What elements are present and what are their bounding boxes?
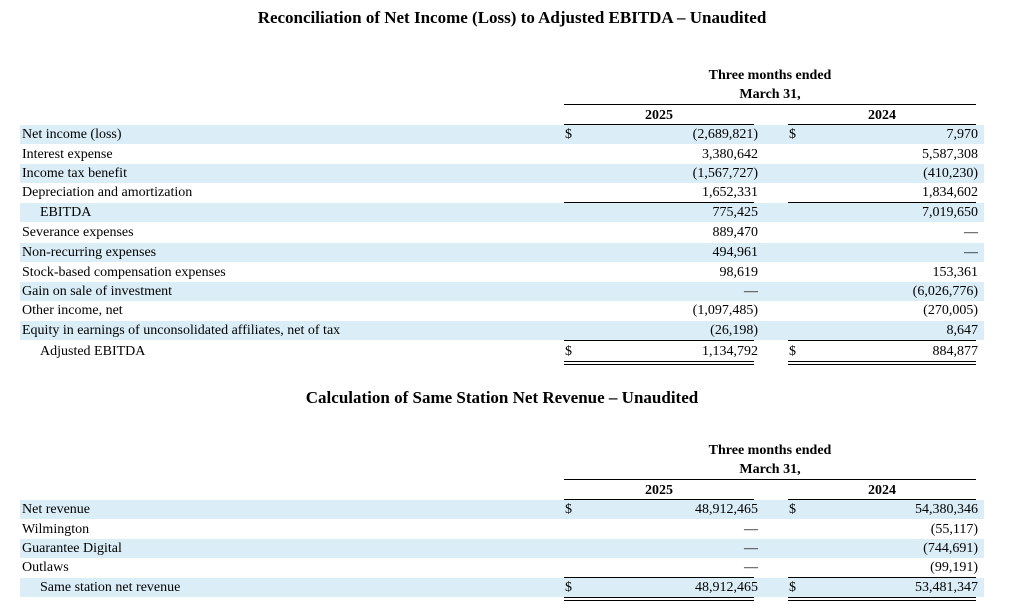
dollar-sign: $ bbox=[565, 580, 572, 595]
table-row bbox=[20, 342, 984, 361]
table1-title: Reconciliation of Net Income (Loss) to Adjusted EBITDA – Unaudited bbox=[257, 8, 767, 27]
value-2025: — bbox=[744, 560, 758, 575]
value-2024: 5,587,308 bbox=[922, 147, 978, 162]
value-2024: (99,191) bbox=[930, 560, 978, 575]
table2-title: Calculation of Same Station Net Revenue – Unaudited bbox=[305, 388, 699, 407]
row-label: Wilmington bbox=[22, 522, 90, 537]
table1-period-line1: Three months ended bbox=[708, 68, 832, 83]
value-2025: 48,912,465 bbox=[695, 502, 758, 517]
value-2024: 53,481,347 bbox=[915, 580, 978, 595]
row-label: Adjusted EBITDA bbox=[40, 344, 146, 359]
dollar-sign: $ bbox=[565, 502, 572, 517]
row-label: Net revenue bbox=[22, 502, 91, 517]
value-2025: (1,097,485) bbox=[692, 303, 758, 318]
table-row bbox=[20, 145, 984, 164]
table2-period-line2: March 31, bbox=[739, 462, 801, 477]
value-2024: 7,970 bbox=[946, 127, 978, 142]
row-label: Severance expenses bbox=[22, 225, 134, 240]
double-underline bbox=[788, 361, 976, 365]
value-2025: — bbox=[744, 522, 758, 537]
table-row bbox=[20, 539, 984, 558]
table-row bbox=[20, 558, 984, 577]
value-2025: — bbox=[744, 284, 758, 299]
row-label: Net income (loss) bbox=[22, 127, 122, 142]
value-2024: — bbox=[964, 245, 978, 260]
row-label: Other income, net bbox=[22, 303, 123, 318]
row-label: EBITDA bbox=[40, 205, 92, 220]
total-rule bbox=[788, 340, 976, 341]
value-2025: — bbox=[744, 541, 758, 556]
table-row bbox=[20, 243, 984, 262]
table1-col-2024: 2024 bbox=[868, 108, 896, 123]
double-underline bbox=[788, 597, 976, 601]
row-label: Gain on sale of investment bbox=[22, 284, 173, 299]
value-2025: 889,470 bbox=[712, 225, 758, 240]
double-underline bbox=[564, 361, 754, 365]
dollar-sign: $ bbox=[789, 580, 796, 595]
table2-col-2025: 2025 bbox=[645, 483, 673, 498]
table-row bbox=[20, 125, 984, 144]
value-2025: 98,619 bbox=[719, 265, 758, 280]
row-label: Non-recurring expenses bbox=[22, 245, 157, 260]
value-2024: (270,005) bbox=[923, 303, 978, 318]
table2-period-header bbox=[564, 441, 976, 479]
table-row bbox=[20, 520, 984, 539]
table1-col-2025: 2025 bbox=[645, 108, 673, 123]
value-2025: 494,961 bbox=[712, 245, 758, 260]
double-underline bbox=[564, 597, 754, 601]
value-2025: 3,380,642 bbox=[702, 147, 758, 162]
table-row bbox=[20, 500, 984, 519]
value-2025: 1,652,331 bbox=[702, 185, 758, 200]
value-2025: 775,425 bbox=[712, 205, 758, 220]
dollar-sign: $ bbox=[789, 127, 796, 142]
dollar-sign: $ bbox=[789, 344, 796, 359]
value-2024: 54,380,346 bbox=[915, 502, 978, 517]
table-row bbox=[20, 578, 984, 597]
value-2024: (410,230) bbox=[923, 166, 978, 181]
dollar-sign: $ bbox=[789, 502, 796, 517]
row-label: Depreciation and amortization bbox=[22, 185, 193, 200]
table-row bbox=[20, 183, 984, 202]
table-row bbox=[20, 321, 984, 340]
dollar-sign: $ bbox=[565, 344, 572, 359]
table-row bbox=[20, 263, 984, 282]
value-2025: (1,567,727) bbox=[692, 166, 758, 181]
value-2024: — bbox=[964, 225, 978, 240]
total-rule bbox=[564, 340, 754, 341]
row-label: Guarantee Digital bbox=[22, 541, 122, 556]
table2-period-line1: Three months ended bbox=[708, 443, 832, 458]
dollar-sign: $ bbox=[565, 127, 572, 142]
row-label: Outlaws bbox=[22, 560, 69, 575]
row-label: Income tax benefit bbox=[22, 166, 127, 181]
table1-period-header bbox=[564, 66, 976, 104]
value-2024: (6,026,776) bbox=[912, 284, 978, 299]
table-row bbox=[20, 282, 984, 301]
row-label: Equity in earnings of unconsolidated affiliates, net of tax bbox=[22, 323, 341, 338]
table2-col-2024: 2024 bbox=[868, 483, 896, 498]
value-2024: 884,877 bbox=[932, 344, 978, 359]
value-2025: (2,689,821) bbox=[692, 127, 758, 142]
table-row bbox=[20, 203, 984, 222]
value-2024: 8,647 bbox=[946, 323, 978, 338]
value-2025: 48,912,465 bbox=[695, 580, 758, 595]
table-row bbox=[20, 301, 984, 320]
value-2025: (26,198) bbox=[710, 323, 758, 338]
table-row bbox=[20, 223, 984, 242]
value-2024: (744,691) bbox=[923, 541, 978, 556]
value-2025: 1,134,792 bbox=[702, 344, 758, 359]
value-2024: 7,019,650 bbox=[922, 205, 978, 220]
table1-period-line2: March 31, bbox=[739, 87, 801, 102]
table2-period-rule bbox=[564, 479, 976, 480]
value-2024: 1,834,602 bbox=[922, 185, 978, 200]
row-label: Interest expense bbox=[22, 147, 113, 162]
value-2024: (55,117) bbox=[930, 522, 978, 537]
row-label: Same station net revenue bbox=[40, 580, 181, 595]
value-2024: 153,361 bbox=[932, 265, 978, 280]
row-label: Stock-based compensation expenses bbox=[22, 265, 226, 280]
table-row bbox=[20, 164, 984, 183]
table1-period-rule bbox=[564, 104, 976, 105]
